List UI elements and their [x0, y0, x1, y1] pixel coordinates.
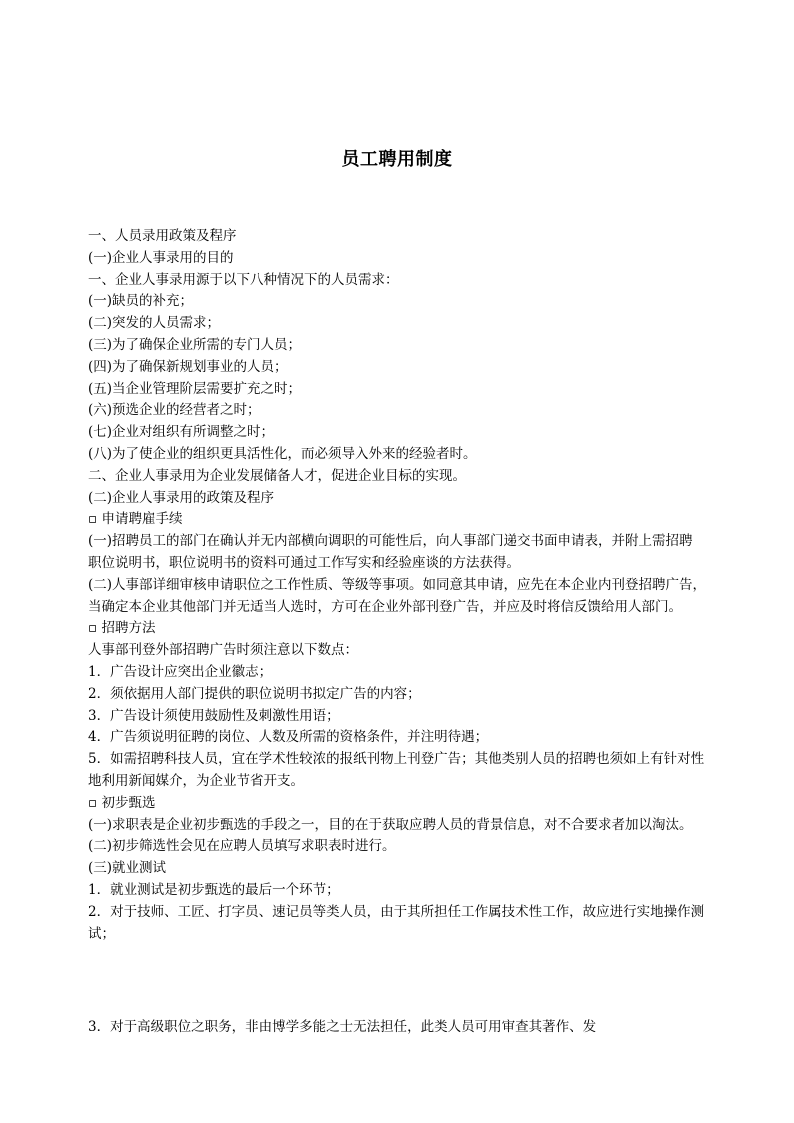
list-item: (三)为了确保企业所需的专门人员；	[88, 336, 302, 353]
subsection-heading: (二)企业人事录用的政策及程序	[88, 489, 275, 506]
paragraph-line: (二)初步筛选性会见在应聘人员填写求职表时进行。	[88, 838, 396, 855]
subsection-heading: (一)企业人事录用的目的	[88, 249, 234, 266]
list-item: 3．广告设计须使用鼓励性及刺激性用语；	[88, 707, 340, 724]
paragraph-line: 人事部刊登外部招聘广告时须注意以下数点：	[88, 642, 358, 659]
list-item: 2．对于技师、工匠、打字员、速记员等类人员，由于其所担任工作属技术性工作，故应进行实地操作测	[88, 903, 705, 920]
paragraph-line: (二)人事部详细审核申请职位之工作性质、等级等事项。如同意其申请，应先在本企业内刊登招聘广告，	[88, 576, 707, 593]
list-item: 5．如需招聘科技人员，宜在学术性较浓的报纸刊物上刊登广告；其他类别人员的招聘也须如上有针对性	[88, 751, 705, 768]
section-heading: 一、人员录用政策及程序	[88, 228, 237, 244]
list-item: 1．广告设计应突出企业徽志；	[88, 663, 273, 680]
list-item: (四)为了确保新规划事业的人员；	[88, 358, 288, 375]
continuation-block	[88, 1017, 738, 1039]
bullet-heading: ▫ 申请聘雇手续	[88, 511, 183, 528]
paragraph-line: 当确定本企业其他部门并无适当人选时，方可在企业外部刊登广告，并应及时将信反馈给用人部门。	[88, 598, 682, 615]
subsection-heading: (三)就业测试	[88, 860, 167, 877]
list-item: (八)为了使企业的组织更具活性化，而必须导入外来的经验者时。	[88, 445, 477, 462]
paragraph-line: 二、企业人事录用为企业发展储备人才，促进企业目标的实现。	[88, 467, 466, 484]
list-item: (二)突发的人员需求；	[88, 315, 221, 332]
document-title: 员工聘用制度	[341, 149, 453, 170]
document-body	[88, 226, 738, 945]
list-item: (五)当企业管理阶层需要扩充之时；	[88, 380, 302, 397]
list-item: (七)企业对组织有所调整之时；	[88, 424, 275, 441]
list-item: 3．对于高级职位之职务，非由博学多能之士无法担任，此类人员可用审查其著作、发	[88, 1019, 597, 1035]
bullet-heading: ▫ 初步甄选	[88, 794, 156, 811]
list-item: (一)缺员的补充；	[88, 293, 194, 310]
paragraph-line: 职位说明书，职位说明书的资料可通过工作写实和经验座谈的方法获得。	[88, 554, 520, 571]
list-item: 1．就业测试是初步甄选的最后一个环节；	[88, 881, 340, 898]
paragraph-line: (一)求职表是企业初步甄选的手段之一，目的在于获取应聘人员的背景信息，对不合要求者加以淘汰。	[88, 816, 693, 833]
list-item: 4．广告须说明征聘的岗位、人数及所需的资格条件，并注明待遇；	[88, 729, 489, 746]
bullet-heading: ▫ 招聘方法	[88, 620, 156, 637]
paragraph-line: 地利用新闻媒介，为企业节省开支。	[88, 772, 304, 789]
paragraph-line: 试；	[88, 925, 115, 942]
list-item: 2．须依据用人部门提供的职位说明书拟定广告的内容；	[88, 685, 421, 702]
list-item: (六)预选企业的经营者之时；	[88, 402, 261, 419]
paragraph-line: (一)招聘员工的部门在确认并无内部横向调职的可能性后，向人事部门递交书面申请表，并附上需招聘	[88, 533, 693, 550]
paragraph-line: 一、企业人事录用源于以下八种情况下的人员需求：	[88, 271, 399, 288]
